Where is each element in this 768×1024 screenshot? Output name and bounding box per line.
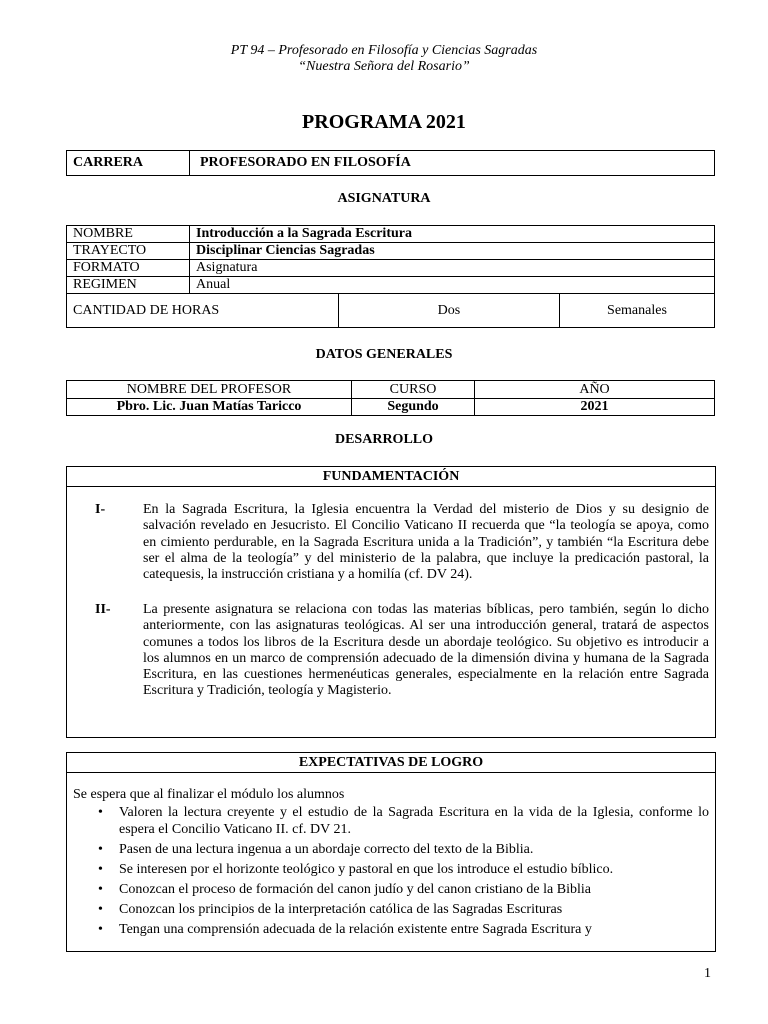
fundamentacion-box bbox=[66, 466, 716, 738]
item-text: En la Sagrada Escritura, la Iglesia encuentra la Verdad del misterio de Dios y su designio de salvación revelado en Jesucristo. El Concilio Vaticano II recuerda que “la teología se apoya, como en cimiento perdurable, en la Sagrada Escritura unida a la Tradición”, y también “la Escritura debe ser el alma de la teología” y del ministerio de la palabra, que incluye la predicación pastoral, la catequesis, la instrucción cristiana y a homilía (cf. DV 24). bbox=[143, 502, 709, 583]
desarrollo-heading: DESARROLLO bbox=[334, 432, 434, 447]
datos-anio: 2021 bbox=[475, 399, 715, 416]
bullet-icon: • bbox=[98, 861, 103, 877]
bullet-icon: • bbox=[98, 921, 103, 937]
list-item-text: Tengan una comprensión adecuada de la relación existente entre Sagrada Escritura y bbox=[119, 921, 592, 937]
horas-value: Dos bbox=[338, 294, 559, 328]
list-item-text: Se interesen por el horizonte teológico y pastoral en que los introduce el estudio bíblico. bbox=[119, 861, 614, 877]
asig-label-regimen: REGIMEN bbox=[67, 277, 190, 294]
carrera-table bbox=[66, 150, 715, 176]
list-item bbox=[67, 902, 715, 919]
page-title: PROGRAMA 2021 bbox=[302, 111, 466, 133]
expectativas-heading: EXPECTATIVAS DE LOGRO bbox=[67, 753, 715, 773]
datos-header-profesor: NOMBRE DEL PROFESOR bbox=[67, 381, 352, 399]
item-text: La presente asignatura se relaciona con todas las materias bíblicas, pero también, según lo dicho anteriormente, con las asignaturas teológicas. Al ser una introducción general, tratará de aspectos comunes a todos los libros de la Escritura desde un abordaje teológico. Su objetivo es introducir a los alumnos en un marco de comprensión adecuado de la dimensión divina y humana de la Sagrada Escritura, en las cuestiones hermenéuticas generales, especialmente en la relación entre Sagrada Escritura y Tradición, teología y Magisterio. bbox=[143, 602, 709, 699]
asig-label-trayecto: TRAYECTO bbox=[67, 243, 190, 260]
list-item-text: Pasen de una lectura ingenua a un abordaje correcto del texto de la Biblia. bbox=[119, 841, 534, 857]
list-item bbox=[67, 805, 715, 838]
list-item bbox=[67, 882, 715, 899]
asig-value-regimen: Anual bbox=[190, 277, 715, 294]
list-item-text: Conozcan el proceso de formación del canon judío y del canon cristiano de la Biblia bbox=[119, 881, 591, 897]
carrera-value: PROFESORADO EN FILOSOFÍA bbox=[190, 151, 715, 176]
list-item bbox=[67, 842, 715, 859]
asig-value-formato: Asignatura bbox=[190, 260, 715, 277]
page-number: 1 bbox=[704, 966, 711, 981]
list-item-text: Conozcan los principios de la interpretación católica de las Sagradas Escrituras bbox=[119, 901, 563, 917]
list-item bbox=[67, 922, 715, 939]
fundamentacion-heading: FUNDAMENTACIÓN bbox=[67, 467, 715, 487]
asig-value-nombre: Introducción a la Sagrada Escritura bbox=[190, 226, 715, 243]
list-item bbox=[67, 862, 715, 879]
asig-label-formato: FORMATO bbox=[67, 260, 190, 277]
asig-label-nombre: NOMBRE bbox=[67, 226, 190, 243]
bullet-icon: • bbox=[98, 901, 103, 917]
bullet-icon: • bbox=[98, 881, 103, 897]
asignatura-heading: ASIGNATURA bbox=[337, 191, 431, 206]
asig-value-trayecto: Disciplinar Ciencias Sagradas bbox=[190, 243, 715, 260]
bullet-icon: • bbox=[98, 841, 103, 857]
datos-curso: Segundo bbox=[352, 399, 475, 416]
bullet-icon: • bbox=[98, 805, 103, 820]
datos-table bbox=[66, 380, 715, 416]
asignatura-table bbox=[66, 225, 715, 328]
datos-profesor: Pbro. Lic. Juan Matías Taricco bbox=[67, 399, 352, 416]
item-number: I- bbox=[95, 502, 106, 517]
expectativas-box bbox=[66, 752, 716, 952]
header-institution: PT 94 – Profesorado en Filosofía y Ciencias Sagradas bbox=[230, 43, 538, 58]
item-number: II- bbox=[95, 602, 111, 617]
horas-label: CANTIDAD DE HORAS bbox=[67, 294, 339, 328]
list-item-text: Valoren la lectura creyente y el estudio de la Sagrada Escritura en la vida de la Iglesia, conforme lo espera el Concilio Vaticano II. cf. DV 21. bbox=[119, 805, 709, 837]
datos-header-curso: CURSO bbox=[352, 381, 475, 399]
carrera-label: CARRERA bbox=[67, 151, 190, 176]
datos-header-anio: AÑO bbox=[475, 381, 715, 399]
horas-unit: Semanales bbox=[559, 294, 714, 328]
header-subtitle: “Nuestra Señora del Rosario” bbox=[298, 59, 470, 74]
expectativas-intro: Se espera que al finalizar el módulo los alumnos bbox=[73, 787, 345, 802]
expectativas-list bbox=[67, 805, 715, 942]
datos-heading: DATOS GENERALES bbox=[315, 347, 453, 362]
